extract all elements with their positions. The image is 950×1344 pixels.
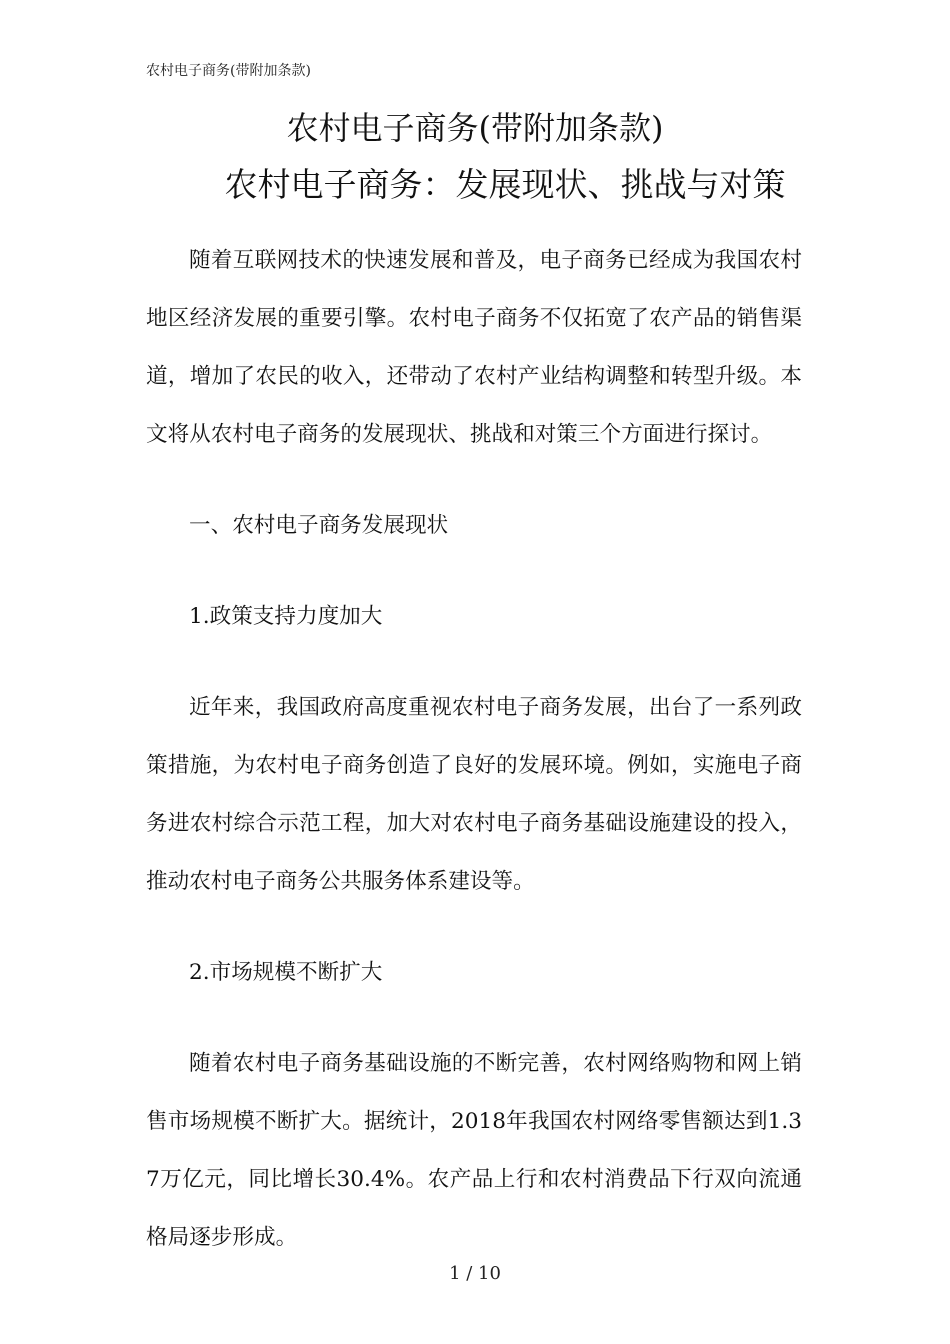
document-title: 农村电子商务(带附加条款)	[286, 109, 664, 147]
document-body	[146, 232, 802, 1300]
body-paragraph: 随着农村电子商务基础设施的不断完善，农村网络购物和网上销售市场规模不断扩大。据统计，2018年我国农村网络零售额达到1.37万亿元，同比增长30.4%。农产品上行和农村消费品下行双向流通格局逐步形成。	[146, 1051, 802, 1250]
document-subtitle: 农村电子商务：发展现状、挑战与对策	[224, 165, 786, 204]
running-header: 农村电子商务(带附加条款)	[146, 63, 311, 79]
body-paragraph: 近年来，我国政府高度重视农村电子商务发展，出台了一系列政策措施，为农村电子商务创造了良好的发展环境。例如，实施电子商务进农村综合示范工程，加大对农村电子商务基础设施建设的投入，推动农村电子商务公共服务体系建设等。	[146, 695, 802, 894]
subsection-heading: 2.市场规模不断扩大	[189, 960, 383, 985]
page-number: 1 / 10	[449, 1263, 501, 1284]
intro-paragraph: 随着互联网技术的快速发展和普及，电子商务已经成为我国农村地区经济发展的重要引擎。农村电子商务不仅拓宽了农产品的销售渠道，增加了农民的收入，还带动了农村产业结构调整和转型升级。本文将从农村电子商务的发展现状、挑战和对策三个方面进行探讨。	[146, 248, 802, 447]
section-heading: 一、农村电子商务发展现状	[189, 513, 449, 538]
subsection-heading: 1.政策支持力度加大	[189, 604, 383, 629]
